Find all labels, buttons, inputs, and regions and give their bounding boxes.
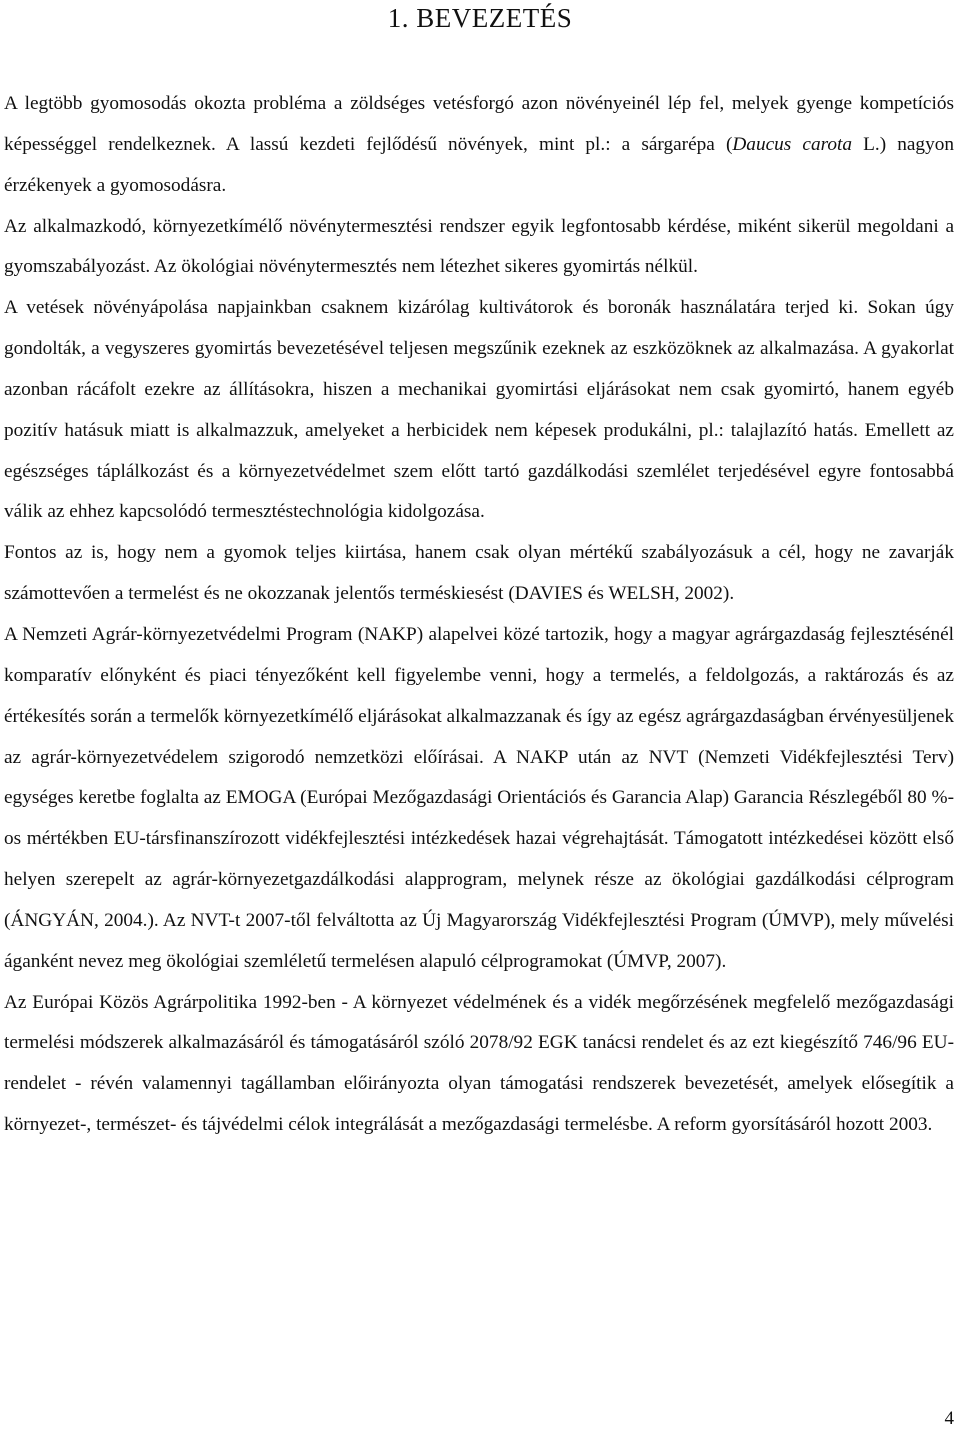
body-text bbox=[4, 84, 954, 1146]
paragraph-mechanikai-gyomirtas: A vetések növényápolása napjainkban csaknem kizárólag kultivátorok és boronák használatára terjed ki. Sokan úgy gondolták, a vegyszeres gyomirtás bevezetésével teljesen megszűnik ezeknek az eszközöknek az alkalmazása. A gyakorlat azonban rácáfolt ezekre az állításokra, hiszen a mechanikai gyomirtási eljárásokat nem csak gyomirtó, hanem egyéb pozitív hatásuk miatt is alkalmazzuk, amelyeket a herbicidek nem képesek produkálni, pl.: talajlazító hatás. Emellett az egészséges táplálkozást és a környezetvédelmet szem előtt tartó gazdálkodási szemlélet terjedésével egyre fontosabbá válik az ehhez kapcsolódó termesztéstechnológia kidolgozása. bbox=[4, 297, 954, 523]
paragraph-nakp: A Nemzeti Agrár-környezetvédelmi Program (NAKP) alapelvei közé tartozik, hogy a magyar agrárgazdaság fejlesztésénél komparatív előnyként és piaci tényezőként kell figyelembe venni, hogy a termelés, a feldolgozás, a raktározás és az értékesítés során a termelők környezetkímélő eljárásokat alkalmazzanak és így az egész agrárgazdaságban érvényesüljenek az agrár-környezetvédelem szigorodó nemzetközi előírásai. A NAKP után az NVT (Nemzeti Vidékfejlesztési Terv) egységes keretbe foglalta az EMOGA (Európai Mezőgazdasági Orientációs és Garancia Alap) Garancia Részlegéből 80 %-os mértékben EU-társfinanszírozott vidékfejlesztési intézkedések hazai végrehajtását. Támogatott intézkedései között első helyen szerepelt az agrár-környezetgazdálkodási alapprogram, melynek része az ökológiai gazdálkodási célprogram (ÁNGYÁN, 2004.). Az NVT-t 2007-től felváltotta az Új Magyarország Vidékfejlesztési Program (ÚMVP), mely művelési áganként nevez meg ökológiai szemléletű termelésen alapuló célprogramokat (ÚMVP, 2007). bbox=[4, 623, 954, 972]
intro-text-start: A legtöbb gyomosodás okozta probléma a zöldséges vetésforgó azon növényeinél lép fel, melyek gyenge kompetíciós képességgel rendelkeznek. A lassú kezdeti fejlődésű növények, mint pl.: a sárgarépa ( bbox=[4, 93, 954, 155]
paragraph-szabalyozas-cel: Fontos az is, hogy nem a gyomok teljes kiirtása, hanem csak olyan mértékű szabályozásuk a cél, hogy ne zavarják számottevően a termelést és ne okozzanak jelentős terméskiesést (DAVIES és WELSH, 2002). bbox=[4, 542, 954, 605]
page-number: 4 bbox=[944, 1408, 954, 1429]
species-name: Daucus carota bbox=[732, 133, 853, 155]
paragraph-gyomszabalyozas: Az alkalmazkodó, környezetkímélő növénytermesztési rendszer egyik legfontosabb kérdése, miként sikerül megoldani a gyomszabályozást. Az ökológiai növénytermesztés nem létezhet sikeres gyomirtás nélkül. bbox=[4, 215, 954, 278]
intro-paragraph bbox=[4, 84, 954, 207]
paragraph-kozos-agrarpolitika: Az Európai Közös Agrárpolitika 1992-ben - A környezet védelmének és a vidék megőrzésének megfelelő mezőgazdasági termelési módszerek alkalmazásáról és támogatásáról szóló 2078/92 EGK tanácsi rendelet és az ezt kiegészítő 746/96 EU-rendelet - révén valamennyi tagállamban előirányozta olyan támogatási rendszerek bevezetését, amelyek elősegítik a környezet-, természet- és tájvédelmi célok integrálását a mezőgazdasági termelésbe. A reform gyorsításáról hozott 2003. bbox=[4, 991, 954, 1136]
intro-text-end: L.) nagyon érzékenyek a gyomosodásra. bbox=[4, 133, 954, 196]
chapter-heading: 1. BEVEZETÉS bbox=[387, 3, 573, 33]
